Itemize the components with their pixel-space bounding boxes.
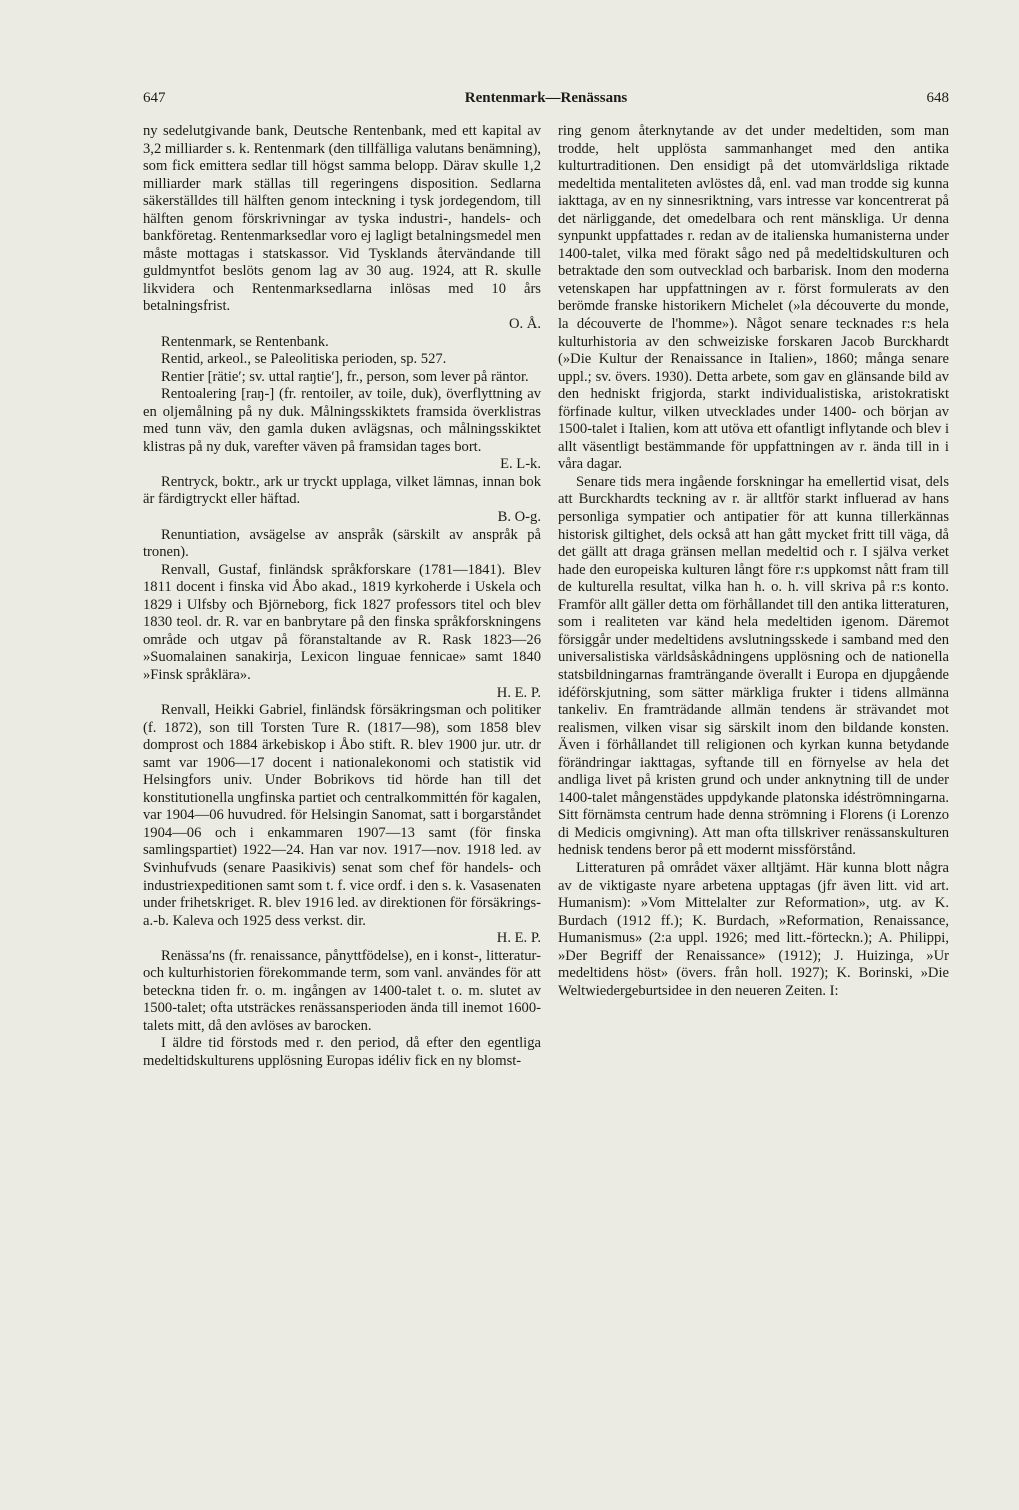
paragraph: Rentenmark, se Rentenbank.: [161, 333, 329, 350]
paragraph: Renvall, Gustaf, finländsk språkforskare (1781—1841). Blev 1811 docent i finska vid Åbo akad., 1819 kyrkoherde i Uskela och 1829 i Ulfsby och Björneborg, fick 1827 professors titel och blev 1830 teol. dr. R. var en banbrytare på den finska språkforskningens område och utgav på föranstaltande av R. Rask 1823—26 »Suomalainen sanakirja, Lexicon linguae fennicae» samt 1840 »Finsk språklära». H. E. P.: [143, 561, 541, 701]
signature: E. L-k.: [500, 456, 541, 473]
paragraph: Senare tids mera ingående forskningar ha emellertid visat, dels att Burckhardts teckning av r. är alltför starkt influerad av hans personliga sympatier och antipatier för att kunna tillerkännas historisk giltighet, dels också att han gått mycket fritt till väga, då det gällt att draga gränsen mellan medeltid och r. I själva verket hade den europeiska kulturen långt före r:s uppkomst nått fram till de kulturella resultat, vilka han h. o. h. vill skriva på r:s konto. Framför allt gäller detta om förhållandet till den antika litteraturen, som i realiteten var känd hela medeltiden igenom. Däremot försiggår under medeltidens avslutningsskede i samband med den universalistiska världsåskådningens upplösning och de nationella statsbildningarnas framträngande överallt i Europa en djupgående idéförskjutning, som sätter märkliga frukter i tidens allmänna tankeliv. En framträdande allmän tendens är strävandet mot realismen, vilken visar sig särskilt inom den bildande konsten. Även i förhållandet till religionen och kyrkan kunna betydande förändringar iakttagas, syftande till en förnyelse av hela det andliga livet på kristen grund och under anknytning till de under 1400-talet mångenstädes uppdykande platonska idéströmningarna. Sitt förnämsta centrum hade denna strömning i Florens (i Lorenzo di Medicis omgivning). Att man ofta tillskriver renässanskulturen hednisk tendens beror på ett modernt missförstånd.: [558, 473, 949, 859]
signature: B. O-g.: [497, 509, 541, 526]
paragraph: Renvall, Heikki Gabriel, finländsk försäkringsman och politiker (f. 1872), son till Torsten Ture R. (1817—98), som 1858 blev domprost och 1884 ärkebiskop i Åbo stift. R. blev 1900 jur. utr. dr samt var 1906—17 docent i nationalekonomi och statistik vid Helsingfors univ. Under Bobrikovs tid hörde han till det konstitutionella ungfinska partiet och centralkommittén för kagalen, var 1904—06 huvudred. för Helsingin Sanomat, satt i borgarståndet 1904—06 och i enkammaren 1907—13 samt (för finska samlingspartiet) 1922—24. Han var nov. 1917—nov. 1918 led. av Svinhufvuds (senare Paasikivis) senat som chef för handels- och industriexpeditionen samt som t. f. vice ordf. i den s. k. Vasasenaten under frihetskriget. R. blev 1916 led. av direktionen för försäkrings-a.-b. Kaleva och 1925 dess verkst. dir. H. E. P.: [143, 702, 541, 947]
paragraph: Rentid, arkeol., se Paleolitiska perioden, sp. 527.: [161, 351, 447, 368]
paragraph: Renuntiation, avsägelse av anspråk (särskilt av anspråk på tronen).: [143, 526, 541, 561]
signature: H. E. P.: [496, 930, 541, 947]
paragraph: Litteraturen på området växer alltjämt. Här kunna blott några av de viktigaste nyare arbetena upptagas (jfr även litt. vid art. Humanism): »Vom Mittelalter zur Reformation», utg. av K. Burdach (1912 ff.); K. Burdach, »Reformation, Renaissance, Humanismus» (2:a uppl. 1926; med litt.-förteckn.); A. Philippi, »Der Begriff der Renaissance» (1912); J. Huizinga, »Ur medeltidens höst» (övers. från holl. 1927); K. Borinski, »Die Weltwiedergeburtsidee in den neueren Zeiten. I:: [558, 859, 949, 999]
paragraph: ny sedelutgivande bank, Deutsche Rentenbank, med ett kapital av 3,2 milliarder s. k. Rentenmark (den tillfälliga valutans benämning), som fick emittera sedlar till högst samma belopp. Därav skulle 1,2 milliarder mark ställas till regeringens disposition. Sedlarna säkerställdes till hälften genom inteckning i tysk jordegendom, till hälften genom förskrivningar av tyska industri-, handels- och bankföretag. Rentenmarksedlar voro ej lagligt betalningsmedel men måste mottagas i statskassor. Vid Tysklands återvändande till guldmyntfot beslöts genom lag av 30 aug. 1924, att R. skulle likvidera och Rentenmarksedlarna inlösas med 10 års betalningsfrist. O. Å.: [143, 123, 541, 333]
signature: H. E. P.: [496, 684, 541, 701]
paragraph: ring genom återknytande av det under medeltiden, som man trodde, helt upplösta sammanhanget med den antika kulturtraditionen. Den ensidigt på det utomvärldsliga riktade medeltida mentaliteten avlöstes då, enl. vad man trodde sig kunna iakttaga, av en ny sinnesriktning, vars intresse var koncentrerat på det närliggande, det omedelbara och rent mänskliga. Ur denna synpunkt uppfattades r. redan av de italienska humanisterna under 1400-talet, vilka med förakt sågo ned på medeltidskulturen och betraktade den som outvecklad och barbarisk. Inom den moderna vetenskapen har uppfattningen av r. först formulerats av den berömde franske historikern Michelet (»la découverte du monde, la découverte de l'homme»). Något senare tecknades r:s hela kulturhistoria av den schweiziske forskaren Jacob Burckhardt (»Die Kultur der Renaissance in Italien», 1860; många senare uppl.; sv. övers. 1930). Detta arbete, som gav en glänsande bild av den hedniskt frigjorda, starkt individualistiska, aristokratiskt förfinade kultur, vilken utvecklades under 1400- och början av 1500-talet i Italien, kom att utöva ett ofantligt inflytande och blev i allt väsentligt bestämmande för uppfattningen av r. ända till in i våra dagar.: [558, 123, 949, 473]
left-column: [143, 123, 541, 1071]
page-header: [143, 90, 949, 114]
paragraph: I äldre tid förstods med r. den period, då efter den egentliga medeltidskulturens upplösning Europas idéliv fick en ny blomst-: [143, 1035, 541, 1069]
right-column: [558, 123, 949, 1000]
paragraph: Renässa′ns (fr. renaissance, pånyttfödelse), en i konst-, litteratur- och kulturhistorien förekommande term, som vanl. användes för att beteckna tiden fr. o. m. ingången av 1400-talet t. o. m. slutet av 1500-talet; ofta utsträckes renässansperioden ända till inemot 1600-talets mitt, då den avlöses av barocken.: [143, 947, 541, 1034]
page-number-right: 648: [926, 90, 949, 106]
signature: O. Å.: [508, 316, 541, 333]
paragraph: Rentoalering [raŋ-] (fr. rentoiler, av toile, duk), överflyttning av en oljemålning på ny duk. Målningsskiktets framsida överklistras med tunn väv, den gamla duken avlägsnas, och målningsskiktet klistras på ny duk, varefter väven på framsidan tages bort. E. L-k.: [143, 386, 541, 473]
paragraph: Rentier [rätie′; sv. uttal raŋtie′], fr., person, som lever på räntor.: [161, 368, 529, 385]
page-number-left: 647: [143, 90, 166, 106]
running-title: Rentenmark—Renässans: [464, 90, 628, 106]
paragraph: Rentryck, boktr., ark ur tryckt upplaga, vilket lämnas, innan bok är färdigtryckt eller häftad. B. O-g.: [143, 473, 541, 526]
